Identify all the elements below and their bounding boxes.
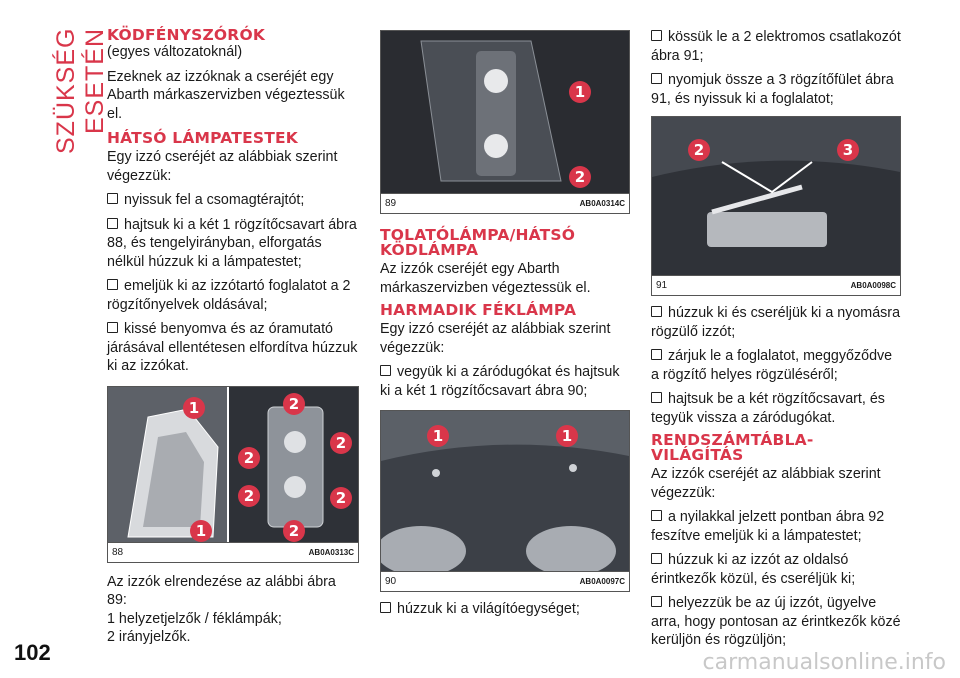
callout-2: 2 — [283, 393, 305, 415]
callout-2: 2 — [283, 520, 305, 542]
third-intro: Egy izzó cseréjét az alábbiak szerint végezzük: — [380, 321, 611, 356]
callout-2: 2 — [688, 139, 710, 161]
layout-line: 2 irányjelzők. — [107, 629, 191, 645]
third-step: hajtsuk be a két rögzítőcsavart, és tegyük vissza a záródugókat. — [651, 390, 903, 427]
column-3 — [651, 28, 903, 656]
figure-number: 90 — [385, 576, 397, 587]
heading-fog-lights: KÖDFÉNYSZÓRÓK — [107, 26, 266, 44]
layout-line: Az izzók elrendezése az alábbi ábra 89: — [107, 573, 336, 608]
figure-89-illustration — [381, 31, 629, 193]
plate-step: a nyilakkal jelzett pontban ábra 92 feszítve emeljük ki a lámpatestet; — [651, 508, 903, 545]
third-step: húzzuk ki a világítóegységet; — [380, 600, 630, 619]
figure-code: AB0A0097C — [579, 577, 625, 586]
figure-91 — [651, 116, 901, 296]
figure-code: AB0A0098C — [850, 281, 896, 290]
figure-88 — [107, 386, 359, 563]
figure-91-caption — [652, 275, 900, 295]
rear-step: hajtsuk ki a két 1 rögzítőcsavart ábra 88, és tengelyirányban, elforgatás nélkül húzzuk ki a lámpatestet; — [107, 216, 359, 272]
third-step: vegyük ki a záródugókat és hajtsuk ki a két 1 rögzítőcsavart ábra 90; — [380, 363, 630, 400]
figure-91-illustration — [652, 117, 900, 275]
column-1 — [107, 28, 359, 647]
callout-2: 2 — [238, 447, 260, 469]
callout-2: 2 — [569, 166, 591, 188]
third-step: húzzuk ki és cseréljük ki a nyomásra rögzülő izzót; — [651, 304, 903, 341]
callout-2: 2 — [330, 487, 352, 509]
plate-step: helyezzük be az új izzót, ügyelve arra, hogy pontosan az érintkezők közé kerüljön és rögzüljön; — [651, 594, 903, 650]
third-step: zárjuk le a foglalatot, meggyőződve a rögzítő helyes rögzüléséről; — [651, 347, 903, 384]
column-2 — [380, 28, 630, 625]
figure-90-caption — [381, 571, 629, 591]
plate-step: húzzuk ki az izzót az oldalsó érintkezők közül, és cseréljük ki; — [651, 551, 903, 588]
heading-rear-lights: HÁTSÓ LÁMPATESTEK — [107, 129, 298, 147]
callout-1: 1 — [190, 520, 212, 542]
callout-3: 3 — [837, 139, 859, 161]
callout-1: 1 — [569, 81, 591, 103]
third-step: kössük le a 2 elektromos csatlakozót ábra 91; — [651, 28, 903, 65]
heading-plate-light: RENDSZÁMTÁBLA-VILÁGÍTÁS — [651, 431, 814, 464]
rear-step: kissé benyomva és az óramutató járásával ellentétesen elfordítva húzzuk ki az izzókat. — [107, 321, 358, 374]
callout-1: 1 — [183, 397, 205, 419]
fog-subtitle: (egyes változatoknál) — [107, 44, 243, 60]
figure-number: 88 — [112, 546, 124, 558]
watermark: carmanualsonline.info — [702, 650, 946, 675]
rear-intro: Egy izzó cseréjét az alábbiak szerint végezzük: — [107, 149, 338, 184]
reverse-text: Az izzók cseréjét egy Abarth márkaszervizben végeztessük el. — [380, 261, 591, 296]
figure-89 — [380, 30, 630, 214]
layout-line: 1 helyzetjelzők / féklámpák; — [107, 610, 282, 627]
section-title: SZÜKSÉG ESETÉN — [52, 28, 109, 155]
callout-2: 2 — [330, 432, 352, 454]
figure-code: AB0A0314C — [579, 199, 625, 208]
rear-step: nyissuk fel a csomagtérajtót; — [107, 191, 359, 210]
callout-2: 2 — [238, 485, 260, 507]
heading-third-brake: HARMADIK FÉKLÁMPA — [380, 301, 577, 319]
figure-90-illustration — [381, 411, 629, 571]
figure-88-caption — [108, 542, 358, 562]
figure-90 — [380, 410, 630, 592]
rear-step: emeljük ki az izzótartó foglalatot a 2 rögzítőnyelvek oldásával; — [107, 277, 359, 314]
figure-code: AB0A0313C — [308, 547, 354, 557]
figure-88-illustration — [108, 387, 358, 543]
figure-number: 91 — [656, 280, 668, 291]
figure-number: 89 — [385, 198, 397, 209]
fog-text: Ezeknek az izzóknak a cseréjét egy Abarth márkaszervizben végeztessük el. — [107, 68, 345, 122]
plate-intro: Az izzók cseréjét az alábbiak szerint végezzük: — [651, 466, 881, 501]
page-number: 102 — [14, 640, 51, 665]
callout-1: 1 — [556, 425, 578, 447]
figure-89-caption — [381, 193, 629, 213]
callout-1: 1 — [427, 425, 449, 447]
third-step: nyomjuk össze a 3 rögzítőfület ábra 91, és nyissuk ki a foglalatot; — [651, 71, 903, 108]
heading-reverse-fog: TOLATÓLÁMPA/HÁTSÓ KÖDLÁMPA — [380, 226, 576, 259]
